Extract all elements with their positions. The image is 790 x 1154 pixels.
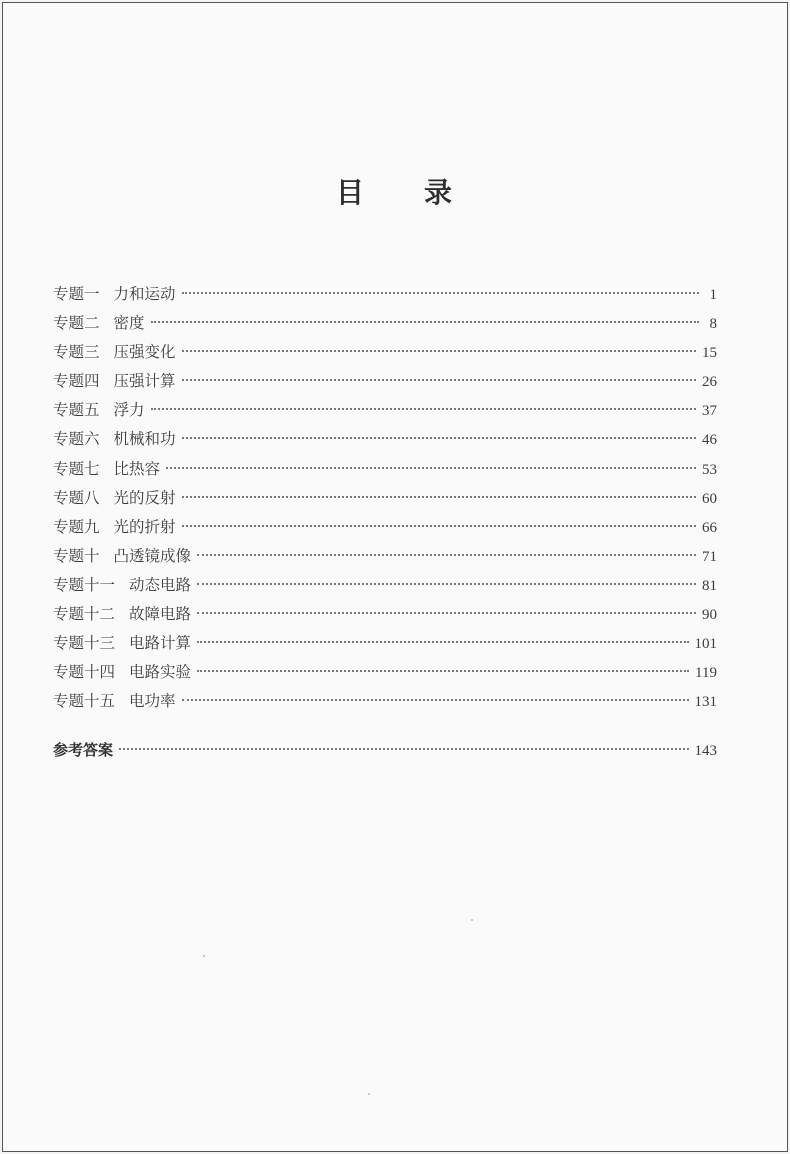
toc-entry-name: 光的折射 — [113, 517, 176, 536]
toc-leader-dots — [151, 408, 696, 410]
paper-speck — [368, 1093, 370, 1095]
toc-entry-label: 专题十四 — [53, 663, 116, 682]
toc-entry-label: 专题十五 — [53, 692, 116, 711]
toc-entry-label: 专题一 — [53, 285, 100, 303]
toc-entry-name: 压强变化 — [113, 343, 176, 362]
toc-entry-page: 60 — [702, 490, 717, 507]
toc-entry[interactable] — [53, 687, 717, 716]
toc-entry-page: 66 — [702, 519, 717, 536]
toc-entry-page: 53 — [702, 461, 717, 478]
toc-entry-name: 电路实验 — [129, 663, 192, 682]
toc-leader-dots — [182, 292, 699, 294]
page-title — [3, 171, 787, 211]
toc-entry[interactable] — [53, 280, 717, 309]
toc-entry-name: 故障电路 — [129, 605, 192, 624]
toc-entry-answers[interactable] — [53, 736, 717, 765]
toc-entry[interactable] — [53, 629, 717, 658]
toc-entry-label: 专题十三 — [53, 634, 116, 653]
toc-entry-label: 专题五 — [53, 401, 100, 420]
toc-entry-page: 8 — [709, 316, 717, 333]
toc-entry[interactable] — [53, 367, 717, 396]
toc-entry-label: 专题七 — [53, 459, 100, 478]
title-char-1: 目 — [335, 176, 366, 209]
toc-leader-dots — [197, 554, 696, 556]
toc-entry-page: 46 — [702, 432, 717, 449]
toc-entry-name: 电功率 — [129, 692, 176, 711]
toc-leader-dots — [197, 641, 688, 643]
toc-entry-name: 凸透镜成像 — [113, 546, 192, 565]
toc-entry-page: 101 — [694, 636, 717, 653]
title-char-2: 录 — [424, 176, 455, 209]
toc-entry-name: 浮力 — [113, 401, 145, 420]
toc-leader-dots — [182, 496, 696, 498]
toc-entry-label: 专题三 — [53, 343, 100, 362]
toc-entry-page: 37 — [702, 403, 717, 420]
toc-entry-page: 81 — [702, 577, 717, 594]
toc-leader-dots — [182, 350, 696, 352]
toc-entry-page: 15 — [702, 345, 717, 362]
toc-entry-name: 电路计算 — [129, 634, 192, 653]
toc-leader-dots — [197, 670, 689, 672]
toc-entry[interactable] — [53, 396, 717, 425]
toc-entry[interactable] — [53, 571, 717, 600]
toc-leader-dots — [182, 379, 696, 381]
toc-entry-page: 90 — [702, 607, 717, 624]
table-of-contents — [53, 280, 717, 766]
answers-label: 参考答案 — [53, 741, 114, 760]
toc-entry-label: 专题十一 — [53, 575, 116, 594]
toc-entry-label: 专题二 — [53, 314, 100, 333]
toc-entry[interactable] — [53, 455, 717, 484]
toc-entry-name: 光的反射 — [113, 488, 176, 507]
paper-speck — [203, 955, 205, 957]
toc-entry-label: 专题四 — [53, 372, 100, 391]
toc-entry[interactable] — [53, 658, 717, 687]
toc-entry-page: 71 — [702, 548, 717, 565]
toc-entry-name: 机械和功 — [113, 430, 176, 449]
toc-entry[interactable] — [53, 513, 717, 542]
toc-entry[interactable] — [53, 309, 717, 338]
toc-leader-dots — [119, 748, 688, 750]
toc-entry-label: 专题九 — [53, 517, 100, 536]
toc-entry-name: 比热容 — [113, 459, 161, 478]
toc-entry-name: 力和运动 — [113, 285, 176, 303]
answers-page: 143 — [694, 743, 717, 760]
toc-entry-label: 专题八 — [53, 488, 100, 507]
toc-leader-dots — [197, 583, 696, 585]
toc-entry-label: 专题十 — [53, 546, 100, 565]
paper-speck — [471, 919, 473, 921]
toc-leader-dots — [166, 467, 696, 469]
toc-entry-name: 压强计算 — [113, 372, 176, 391]
toc-entry-name: 密度 — [113, 314, 145, 333]
toc-entry-name: 动态电路 — [129, 575, 192, 594]
toc-entry-label: 专题六 — [53, 430, 100, 449]
toc-leader-dots — [182, 437, 696, 439]
toc-leader-dots — [151, 321, 699, 323]
toc-entry[interactable] — [53, 338, 717, 367]
toc-entry[interactable] — [53, 425, 717, 454]
toc-entry[interactable] — [53, 600, 717, 629]
toc-entry-page: 26 — [702, 374, 717, 391]
toc-entry[interactable] — [53, 542, 717, 571]
toc-leader-dots — [182, 525, 696, 527]
toc-leader-dots — [182, 699, 689, 701]
toc-entry-page: 1 — [709, 287, 717, 303]
toc-entry-page: 131 — [694, 694, 717, 711]
toc-entry[interactable] — [53, 484, 717, 513]
toc-leader-dots — [197, 612, 696, 614]
document-page — [2, 2, 788, 1152]
toc-entry-label: 专题十二 — [53, 605, 116, 624]
toc-entry-page: 119 — [695, 665, 717, 682]
